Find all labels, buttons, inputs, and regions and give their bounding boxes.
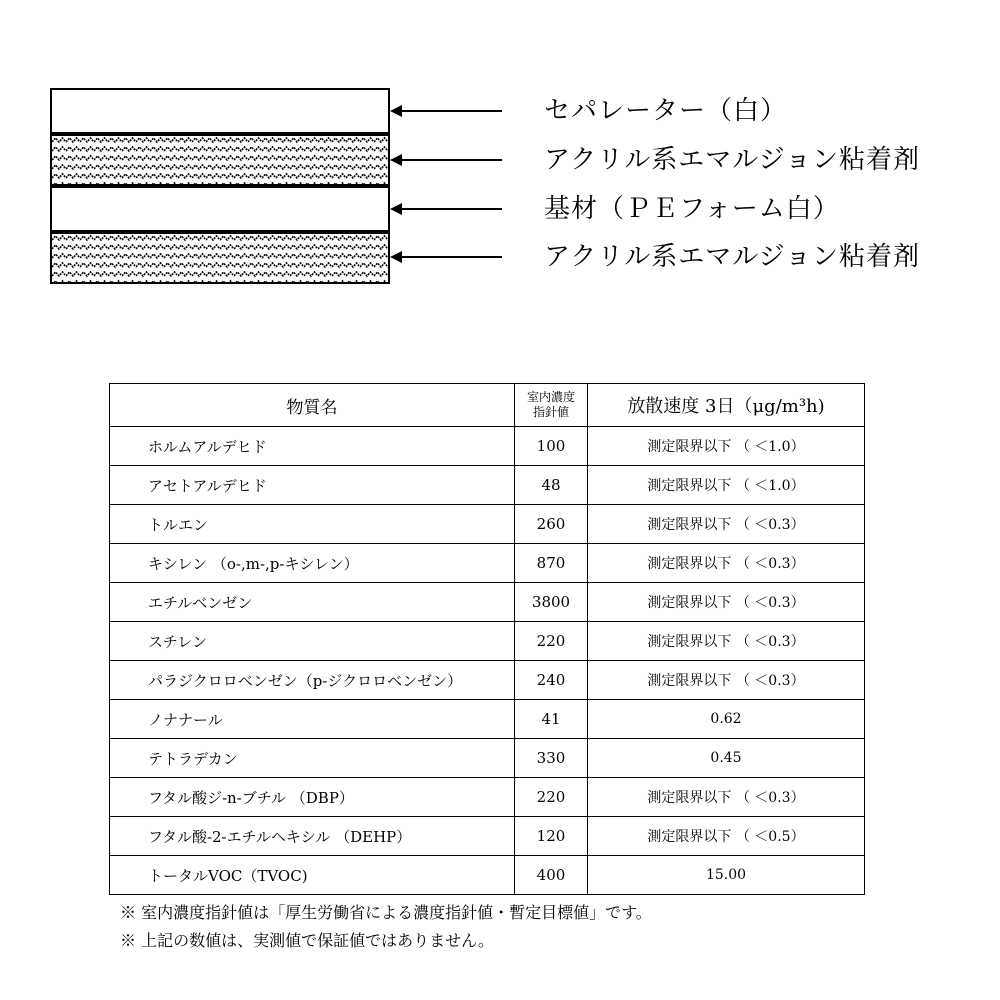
- layer-base-material: [50, 186, 390, 232]
- wave-pattern-icon: [52, 136, 390, 184]
- guideline-value: 3800: [515, 583, 588, 622]
- table-header-row: [110, 384, 865, 427]
- guideline-value: 100: [515, 427, 588, 466]
- header-emission-rate: 放散速度 3日（μg/m³h): [588, 384, 865, 427]
- guideline-value: 120: [515, 817, 588, 856]
- emission-value: 0.62: [588, 700, 865, 739]
- table-row: [110, 466, 865, 505]
- guideline-value: 220: [515, 622, 588, 661]
- layer-adhesive-top: [50, 134, 390, 186]
- substance-name: キシレン （o-,m-,p-キシレン）: [110, 544, 515, 583]
- table-row: [110, 856, 865, 895]
- emission-value: 測定限界以下 （ ＜1.0）: [588, 427, 865, 466]
- layer-adhesive-bottom: [50, 232, 390, 284]
- table-row: [110, 544, 865, 583]
- table-row: [110, 817, 865, 856]
- layer-label-adhesive-bottom: アクリル系エマルジョン粘着剤: [544, 242, 921, 272]
- layer-label-adhesive-top: アクリル系エマルジョン粘着剤: [544, 145, 921, 175]
- layer-label-base-material: 基材（ＰＥフォーム白）: [544, 194, 840, 224]
- emission-value: 測定限界以下 （ ＜1.0）: [588, 466, 865, 505]
- substance-name: テトラデカン: [110, 739, 515, 778]
- table-row: [110, 661, 865, 700]
- emission-value: 測定限界以下 （ ＜0.5）: [588, 817, 865, 856]
- table-row: [110, 778, 865, 817]
- emission-value: 測定限界以下 （ ＜0.3）: [588, 544, 865, 583]
- substance-name: フタル酸ジ-n-ブチル （DBP）: [110, 778, 515, 817]
- substance-name: アセトアルデヒド: [110, 466, 515, 505]
- wave-pattern-icon: [52, 234, 390, 282]
- voc-emission-table: [109, 383, 865, 895]
- arrow-left-icon: [390, 153, 502, 167]
- emission-value: 15.00: [588, 856, 865, 895]
- note-guideline-source: ※ 室内濃度指針値は「厚生労働省による濃度指針値・暫定目標値」です。: [120, 903, 652, 922]
- guideline-value: 260: [515, 505, 588, 544]
- guideline-value: 400: [515, 856, 588, 895]
- table-row: [110, 622, 865, 661]
- header-guideline: [515, 384, 588, 427]
- guideline-value: 41: [515, 700, 588, 739]
- emission-value: 測定限界以下 （ ＜0.3）: [588, 661, 865, 700]
- substance-name: トルエン: [110, 505, 515, 544]
- note-measured-values: ※ 上記の数値は、実測値で保証値ではありません。: [120, 931, 495, 950]
- arrow-left-icon: [390, 250, 502, 264]
- arrow-left-icon: [390, 104, 502, 118]
- header-guideline-line1: 室内濃度: [526, 390, 575, 404]
- guideline-value: 48: [515, 466, 588, 505]
- substance-name: ホルムアルデヒド: [110, 427, 515, 466]
- table-row: [110, 739, 865, 778]
- layer-label-separator: セパレーター（白）: [544, 96, 788, 126]
- table-row: [110, 583, 865, 622]
- substance-name: スチレン: [110, 622, 515, 661]
- substance-name: ノナナール: [110, 700, 515, 739]
- emission-value: 0.45: [588, 739, 865, 778]
- substance-name: エチルベンゼン: [110, 583, 515, 622]
- layer-separator: [50, 88, 390, 134]
- emission-value: 測定限界以下 （ ＜0.3）: [588, 583, 865, 622]
- emission-value: 測定限界以下 （ ＜0.3）: [588, 622, 865, 661]
- table-row: [110, 427, 865, 466]
- table-row: [110, 505, 865, 544]
- emission-value: 測定限界以下 （ ＜0.3）: [588, 505, 865, 544]
- header-substance: 物質名: [110, 384, 515, 427]
- arrow-left-icon: [390, 202, 502, 216]
- guideline-value: 220: [515, 778, 588, 817]
- guideline-value: 240: [515, 661, 588, 700]
- substance-name: フタル酸-2-エチルヘキシル （DEHP）: [110, 817, 515, 856]
- guideline-value: 870: [515, 544, 588, 583]
- substance-name: パラジクロロベンゼン（p-ジクロロベンゼン）: [110, 661, 515, 700]
- guideline-value: 330: [515, 739, 588, 778]
- header-guideline-line2: 指針値: [532, 405, 569, 419]
- table-row: [110, 700, 865, 739]
- substance-name: トータルVOC（TVOC): [110, 856, 515, 895]
- emission-value: 測定限界以下 （ ＜0.3）: [588, 778, 865, 817]
